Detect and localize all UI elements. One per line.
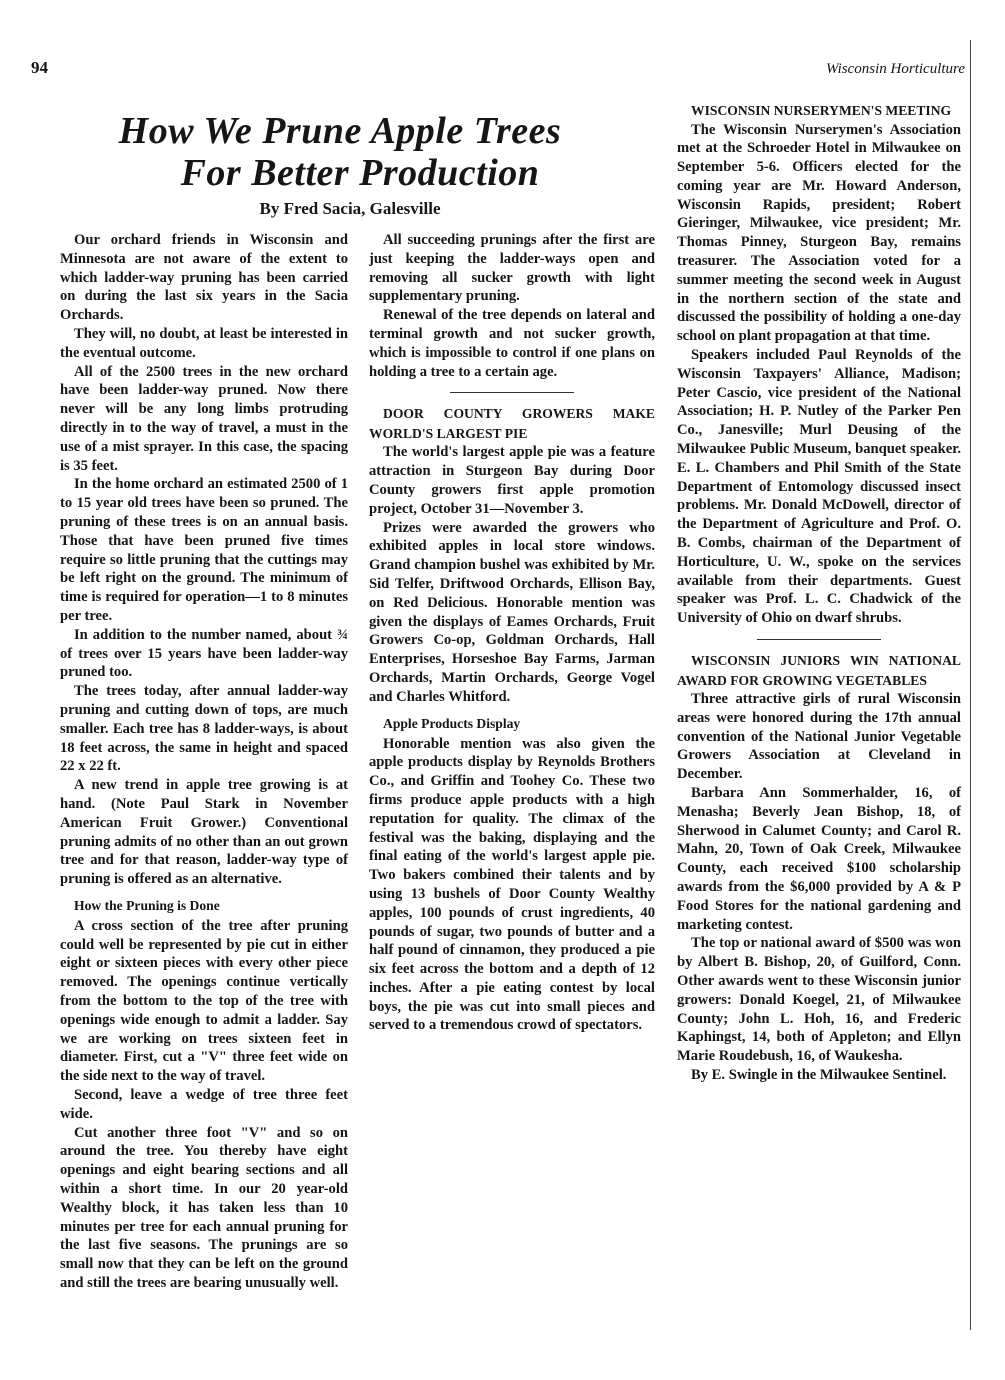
door-county-paragraph: Prizes were awarded the growers who exhibited apples in local store windows. Grand champion bushel was exhibited by Mr. Sid Telfer, Driftwood Orchards, Ellison Bay, on Red Delicious. Honorable mention was given the displays of Eames Orchards, Fruit Growers Co-op, Goldman Orchards, Hall Enterprises, Horseshoe Bay Farms, Jarman Orchards, Martin Orchards, George Vogel and Charles Whitford.: [369, 519, 655, 705]
article-title-line-2: For Better Production: [180, 152, 540, 194]
running-head: Wisconsin Horticulture: [825, 61, 965, 77]
door-county-paragraph: Honorable mention was also given the apple products display by Reynolds Brothers Co., and Griffin and Toohey Co. These two firms produce apple products with a high reputation for quality. The climax of the festival was the baking, displaying and the final eating of the world's largest apple pie. Two bakers combined their talents and by using 13 bushels of Door County Wealthy apples, 100 pounds of crust ingredients, 40 pounds of sugar, two pounds of butter and a half pound of cinnamon, they produced a pie six feet across the bottom and a depth of 12 inches. After a pie eating contest by local boys, the pie was cut into small pieces and served to a tremendous crowd of spectators.: [369, 735, 655, 1034]
article-paragraph: In the home orchard an estimated 2500 of 1 to 15 year old trees have been so pruned. The pruning of these trees is on an annual basis. Those that have been pruned five times require so little pruning that the cuttings may be left right on the ground. The minimum of time is required for operation—1 to 8 minutes per tree.: [60, 476, 348, 624]
article-paragraph: Second, leave a wedge of tree three feet wide.: [60, 1087, 348, 1122]
article-paragraph: Cut another three foot "V" and so on around the tree. You thereby have eight openings and eight bearing sections and all within a short time. In our 20 year-old Wealthy block, it has taken less than 10 minutes per tree for each annual pruning for the last five seasons. The prunings are so small now that they can be left on the ground and still the trees are bearing unusually well.: [60, 1124, 348, 1292]
page-number: 94: [31, 58, 48, 77]
article-paragraph: Renewal of the tree depends on lateral and terminal growth and not sucker growth, which is impossible to control if one plans on holding a tree to a certain age.: [369, 307, 655, 380]
juniors-paragraph: The top or national award of $500 was won by Albert B. Bishop, 20, of Guilford, Conn. Other awards went to these Wisconsin junior growers: Donald Koegel, 21, of Milwaukee County; John L. Hoh, 16, and Frederic Kaphingst, 14, both of Appleton; and Ellyn Marie Roudebush, 16, of Waukesha.: [677, 935, 961, 1065]
nurserymen-heading: WISCONSIN NURSERYMEN'S MEETING: [691, 103, 952, 118]
article-paragraph: They will, no doubt, at least be interested in the eventual outcome.: [60, 325, 348, 361]
article-paragraph: All of the 2500 trees in the new orchard have been ladder-way pruned. Now there never will be any long limbs protruding directly in to the way of travel, a must in the use of a mist sprayer. In this case, the spacing is 35 feet.: [60, 363, 348, 474]
article-subhead: How the Pruning is Done: [74, 897, 220, 913]
juniors-paragraph: Barbara Ann Sommerhalder, 16, of Menasha; Beverly Jean Bishop, 18, of Sherwood in Calumet County; and Carol R. Mahn, 20, Town of Oak Creek, Milwaukee County, each received $100 scholarship awards from the $6,000 provided by A & P Food Stores for the national gardening and marketing contest.: [677, 785, 961, 933]
article-paragraph: A cross section of the tree after pruning could well be represented by pie cut in either eight or sixteen pieces with every other piece removed. The openings continue vertically from the bottom to the top of the tree with openings wide enough to admit a ladder. Say we are working on trees sixteen feet in diameter. First, cut a "V" three feet wide on the side next to the way of travel.: [60, 917, 348, 1085]
article-byline: By Fred Sacia, Galesville: [259, 199, 441, 218]
juniors-heading: WISCONSIN JUNIORS WIN NATIONAL AWARD FOR GROWING VEGETABLES: [677, 653, 961, 688]
juniors-paragraph: Three attractive girls of rural Wisconsin areas were honored during the 17th annual convention of the National Junior Vegetable Growers Association at Cleveland in December.: [677, 691, 961, 783]
column-1: [60, 231, 348, 1293]
article-paragraph: In addition to the number named, about ¾ of trees over 15 years have been ladder-way pruned too.: [60, 626, 348, 681]
door-county-heading: DOOR COUNTY GROWERS MAKE WORLD'S LARGEST PIE: [369, 406, 655, 441]
article-paragraph: A new trend in apple tree growing is at hand. (Note Paul Stark in November American Fruit Grower.) Conventional pruning admits of no other than an out grown tree and for that reason, ladder-way type of pruning is offered as an alternative.: [60, 777, 348, 888]
juniors-paragraph: By E. Swingle in the Milwaukee Sentinel.: [691, 1066, 947, 1083]
column-3: [677, 101, 961, 1085]
article-paragraph: All succeeding prunings after the first are just keeping the ladder-ways open and removing all sucker growth with light supplementary pruning.: [369, 232, 655, 305]
column-rule: [970, 40, 971, 1330]
nurserymen-paragraph: The Wisconsin Nurserymen's Association met at the Schroeder Hotel in Milwaukee on September 5-6. Officers elected for the coming year are Mr. Howard Anderson, Wisconsin Rapids, president; Robert Gieringer, Milwaukee, vice president; Mr. Thomas Pinney, Sturgeon Bay, remains treasurer. The Association voted for a summer meeting the second week in August in the northern section of the state and discussed the possibility of holding a one-day school on plant propagation at that time.: [677, 121, 961, 345]
door-county-paragraph: The world's largest apple pie was a feature attraction in Sturgeon Bay during Door County growers first apple promotion project, October 31—November 3.: [369, 444, 655, 517]
article-paragraph: The trees today, after annual ladder-way pruning and cutting down of tops, are much smaller. Each tree has 8 ladder-ways, is about 18 feet across, the same in height and spaced 22 x 22 ft.: [60, 683, 348, 775]
article-title-line-1: How We Prune Apple Trees: [118, 110, 562, 152]
article-paragraph: Our orchard friends in Wisconsin and Minnesota are not aware of the extent to which ladder-way pruning has been carried on during the last six years in the Sacia Orchards.: [60, 232, 348, 324]
column-2: [369, 231, 655, 1035]
nurserymen-paragraph: Speakers included Paul Reynolds of the Wisconsin Taxpayers' Alliance, Madison; Peter Cascio, vice president of the National Association; H. P. Nutley of the Parker Pen Co., Janesville; Murl Deusing of the Milwaukee Public Museum, banquet speaker. E. L. Chambers and Phil Smith of the State Department of Entomology discussed insect problems. Mr. Donald McDowell, director of the Department of Agriculture and Prof. O. B. Combs, chairman of the Department of Horticulture, U. W., spoke on the services available from their departments. Guest speaker was Prof. L. C. Chadwick of the University of Ohio on dwarf shrubs.: [677, 347, 961, 627]
door-county-subhead: Apple Products Display: [383, 715, 521, 731]
